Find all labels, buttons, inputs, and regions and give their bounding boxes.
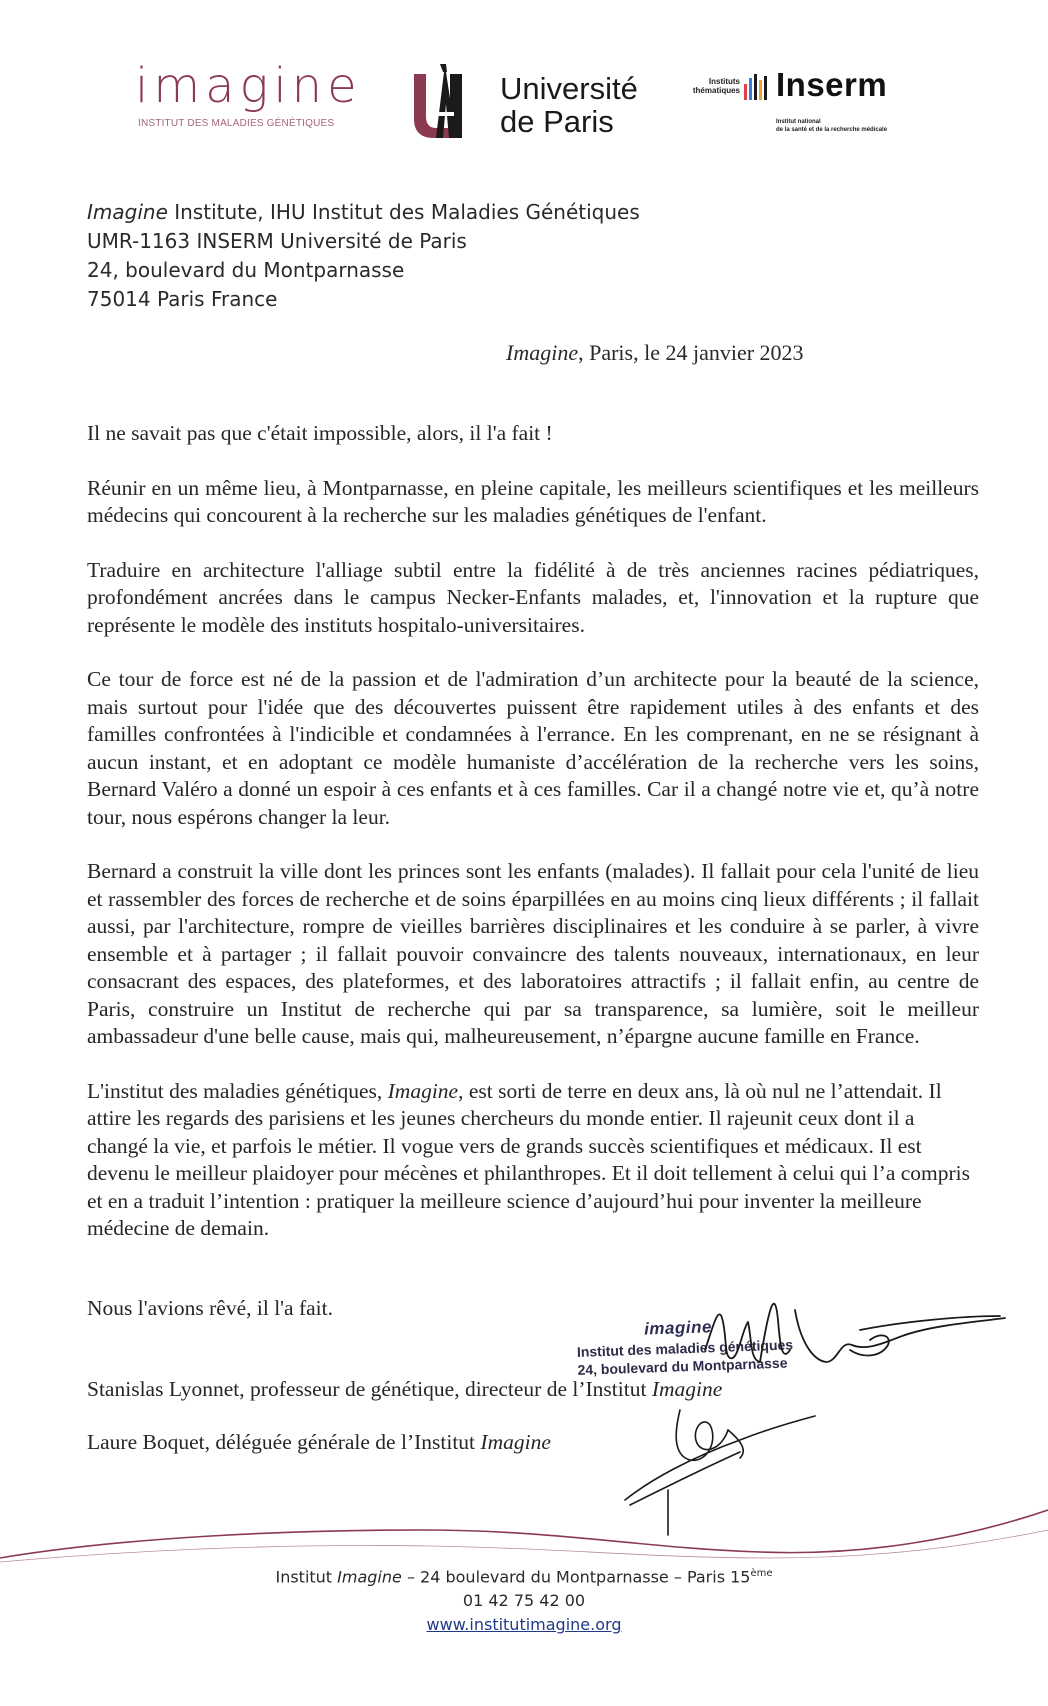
paragraph-4: Ce tour de force est né de la passion et de l'admiration d’un architecte pour la beauté de la science, mais surtout pour l'idée que des découvertes puissent être rapidement utiles à des enfants et des familles confrontées à l'indicible et condamnées à l'errance. En les comprenant, en ne se résignant à aucun instant, et en adoptant ce modèle humaniste d’accélération de la recherche vers les soins, Bernard Valéro a donné un espoir à ces enfants et à ces familles. Car il a changé notre vie et, qu’à notre tour, nous espérons changer la leur. xyxy=(87,667,979,829)
footer-phone: 01 42 75 42 00 xyxy=(462,1591,586,1611)
footer-address-after: – 24 boulevard du Montparnasse – Paris 15 xyxy=(401,1567,751,1587)
paragraph-3: Traduire en architecture l'alliage subtil entre la fidélité à de très anciennes racines pédiatriques, profondément ancrées dans le campus Necker-Enfants malades, et, l'innovation et la rupture que représente le modèle des instituts hospitalo-universitaires. xyxy=(87,557,979,637)
universite-logo-line1: Université xyxy=(500,71,638,106)
footer-decorative-curve xyxy=(0,1500,1048,1570)
stamp-line2: Institut des maladies génétiques xyxy=(576,1336,794,1360)
letter-date xyxy=(506,340,804,366)
stamp-line3: 24, boulevard du Montparnasse xyxy=(577,1354,788,1378)
signatory-2-text: Laure Boquet, déléguée générale de l’Institut xyxy=(87,1430,481,1454)
paragraph-6-after: , est sorti de terre en deux ans, là où nul ne l’attendait. Il attire les regards des parisiens et les jeunes chercheurs du monde entier. Il rajeunit ceux dont il a changé la vie, et parfois le métier. Il vogue vers de grands succès scientifiques et médicaux. Il est devenu le meilleur plaidoyer pour mécènes et philanthropes. Et il doit tellement à celui qui l’a compris et en a traduit l’intention : pratiquer la meilleure science d’aujourd’hui pour inventer la meilleure médecine de demain. xyxy=(87,1078,971,1240)
paragraph-6-before: L'institut des maladies génétiques, xyxy=(87,1078,388,1103)
paragraph-6-italic: Imagine xyxy=(387,1078,459,1103)
inserm-bars-icon xyxy=(744,74,772,104)
address-line1-italic: Imagine xyxy=(87,200,168,224)
inserm-logo xyxy=(680,66,920,140)
inserm-instituts-line1: Instituts xyxy=(708,77,740,86)
closing-line: Nous l'avions rêvé, il l'a fait. xyxy=(87,1296,333,1320)
letter-footer xyxy=(0,1562,1048,1637)
signatory-1-text: Stanislas Lyonnet, professeur de génétique, directeur de l’Institut xyxy=(87,1377,652,1401)
universite-logo-line2: de Paris xyxy=(500,104,614,139)
signatory-1 xyxy=(87,1377,722,1402)
address-line3: 24, boulevard du Montparnasse xyxy=(87,258,405,282)
letter-body xyxy=(87,420,979,1243)
inserm-instituts-line2: thématiques xyxy=(692,86,740,95)
footer-website-link[interactable]: www.institutimagine.org xyxy=(426,1615,622,1635)
sender-address xyxy=(87,198,640,314)
universite-de-paris-logo xyxy=(410,64,660,144)
inserm-instituts-label xyxy=(680,77,740,95)
inserm-tagline-line2: de la santé et de la recherche médicale xyxy=(776,127,888,133)
footer-address xyxy=(0,1562,1048,1589)
inserm-tagline xyxy=(776,118,887,134)
signatory-1-italic: Imagine xyxy=(651,1377,723,1401)
address-line2: UMR-1163 INSERM Université de Paris xyxy=(87,229,467,253)
address-line1-rest: Institute, IHU Institut des Maladies Génétiques xyxy=(167,200,640,224)
date-rest: , Paris, le 24 janvier 2023 xyxy=(578,340,804,365)
imagine-logo-subtitle: INSTITUT DES MALADIES GÉNÉTIQUES xyxy=(138,118,335,129)
address-line4: 75014 Paris France xyxy=(87,287,278,311)
inserm-tagline-line1: Institut national xyxy=(776,119,821,125)
date-italic: Imagine xyxy=(506,340,579,365)
imagine-logo-word: imagine xyxy=(135,58,362,114)
paragraph-5: Bernard a construit la ville dont les princes sont les enfants (malades). Il fallait pour cela l'unité de lieu et rassembler des forces de recherche et de soins éparpillées en au moins cinq lieux différents ; il fallait aussi, par l'architecture, rompre de vieilles barrières disciplinaires et les conduire à se parler, à vivre ensemble et à partager ; il fallait pouvoir convaincre des talents nouveaux, internationaux, en leur consacrant des espaces, des plateformes, et des laboratoires attractifs ; il fallait enfin, au centre de Paris, construire un Institut de recherche qui par sa transparence, sa lumière, soit le meilleur ambassadeur d'une belle cause, mais qui, malheureusement, n’épargne aucune famille en France. xyxy=(87,859,979,1048)
paragraph-2: Réunir en un même lieu, à Montparnasse, en pleine capitale, les meilleurs scientifiques et les meilleurs médecins qui concourent à la recherche sur les maladies génétiques de l'enfant. xyxy=(87,475,979,527)
universite-emblem-icon xyxy=(410,64,490,142)
inserm-logo-word: Inserm xyxy=(776,66,888,103)
footer-address-italic: Imagine xyxy=(337,1567,402,1587)
paragraph-1: Il ne savait pas que c'était impossible, alors, il l'a fait ! xyxy=(87,421,553,445)
imagine-logo xyxy=(135,58,362,138)
footer-address-sup: ème xyxy=(750,1568,773,1579)
stamp-line1: imagine xyxy=(643,1317,713,1339)
paragraph-6 xyxy=(87,1078,979,1243)
address-line1 xyxy=(87,198,640,227)
signatory-2 xyxy=(87,1430,551,1455)
signatory-2-italic: Imagine xyxy=(480,1430,551,1454)
footer-address-before: Institut xyxy=(275,1567,338,1587)
